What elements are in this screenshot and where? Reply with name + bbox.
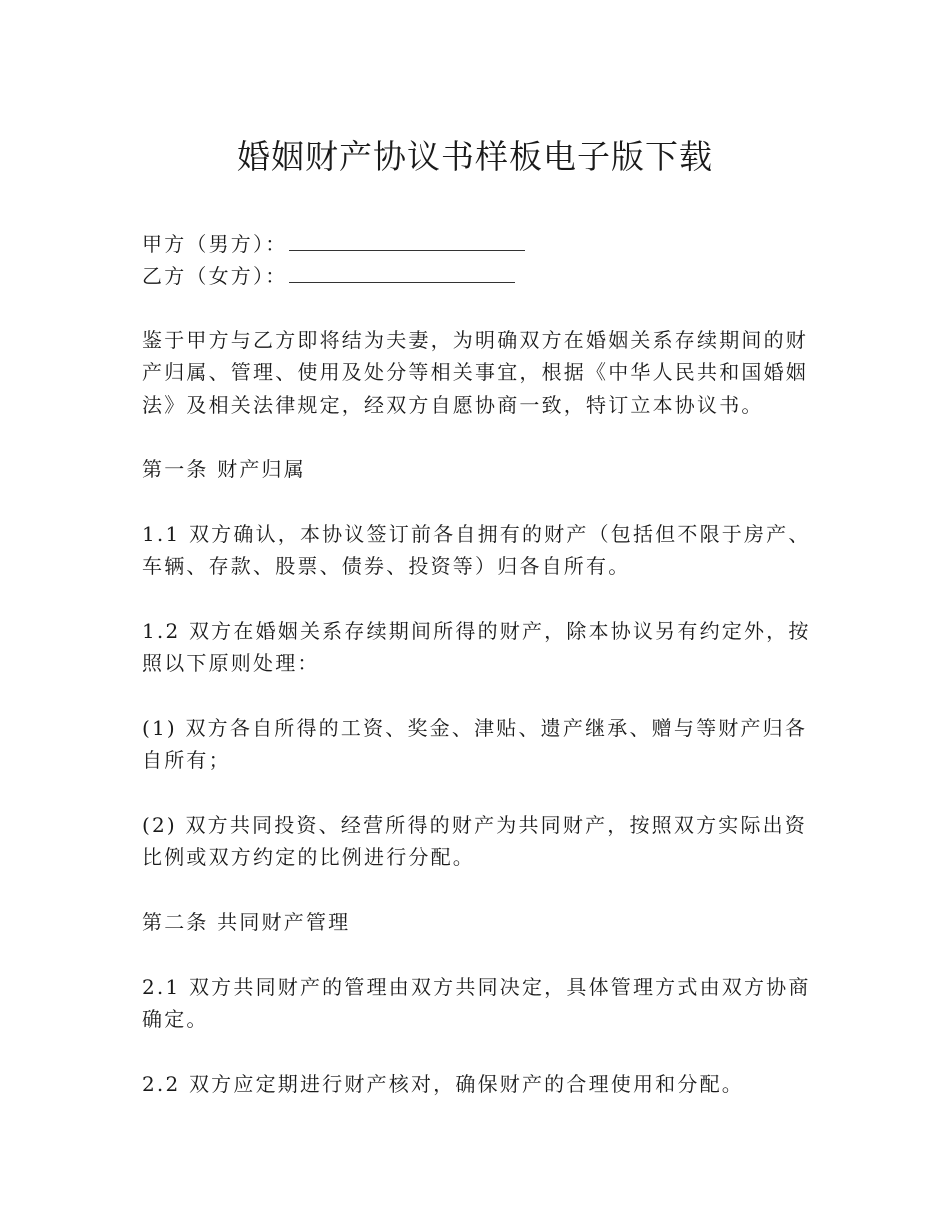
party-b-blank — [289, 270, 515, 283]
party-b-label: 乙方（女方）： — [142, 264, 288, 288]
item-2-line-2: 比例或双方约定的比例进行分配。 — [142, 845, 475, 869]
item-1-line-2: 自所有； — [142, 748, 231, 772]
clause-1-1-line-2: 车辆、存款、股票、债券、投资等）归各自所有。 — [142, 554, 631, 578]
clause-2-1-line-2: 确定。 — [142, 1007, 209, 1031]
clause-2-1-line-1: 2.1 双方共同财产的管理由双方共同决定，具体管理方式由双方协商 — [142, 975, 811, 999]
party-a-blank — [289, 238, 525, 251]
clause-2-2-line-1: 2.2 双方应定期进行财产核对，确保财产的合理使用和分配。 — [142, 1072, 744, 1096]
clause-1-2-line-1: 1.2 双方在婚姻关系存续期间所得的财产，除本协议另有约定外，按 — [142, 619, 811, 643]
clause-1-1-line-1: 1.1 双方确认，本协议签订前各自拥有的财产（包括但不限于房产、 — [142, 522, 811, 546]
clause-1-2-line-2: 照以下原则处理： — [142, 651, 320, 675]
item-2-line-1: (2) 双方共同投资、经营所得的财产为共同财产，按照双方实际出资 — [142, 813, 808, 837]
item-1-line-1: (1) 双方各自所得的工资、奖金、津贴、遗产继承、赠与等财产归各 — [142, 716, 808, 740]
party-b-line — [142, 260, 515, 292]
preamble-line-1: 鉴于甲方与乙方即将结为夫妻，为明确双方在婚姻关系存续期间的财 — [142, 328, 808, 352]
document-title: 婚姻财产协议书样板电子版下载 — [237, 137, 713, 176]
preamble-line-2: 产归属、管理、使用及处分等相关事宜，根据《中华人民共和国婚姻 — [142, 360, 808, 384]
article-1-heading: 第一条 财产归属 — [142, 457, 306, 481]
preamble-line-3: 法》及相关法律规定，经双方自愿协商一致，特订立本协议书。 — [142, 393, 764, 417]
party-a-label: 甲方（男方）： — [142, 232, 288, 256]
party-a-line — [142, 228, 525, 260]
article-2-heading: 第二条 共同财产管理 — [142, 910, 351, 934]
